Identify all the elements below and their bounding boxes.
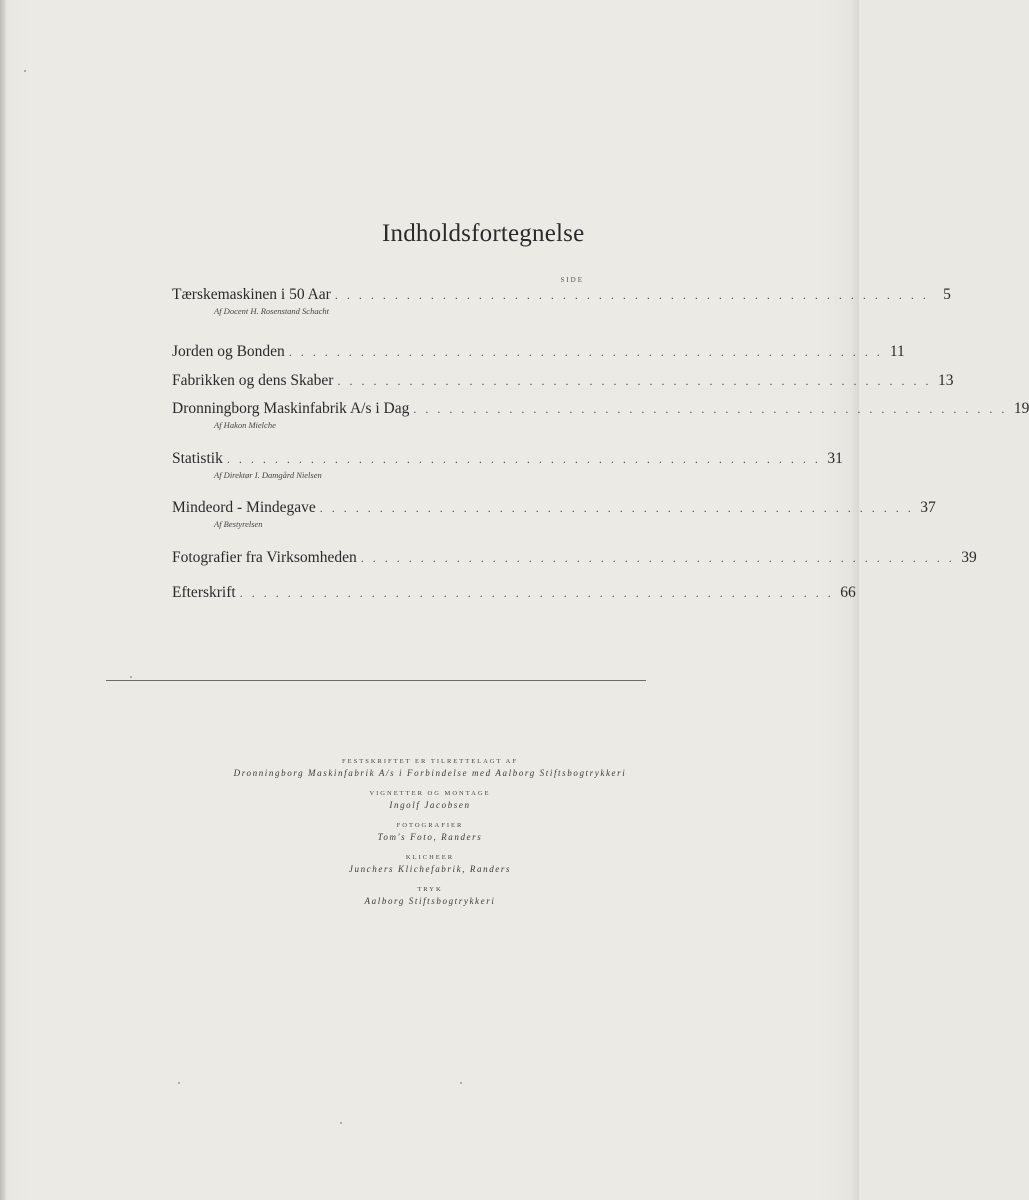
toc-entry (172, 549, 977, 567)
toc-page-number: 11 (889, 343, 905, 360)
toc-leader-dots: . . . . . . . . . . . . . . . . . . . . . . . . . . . . . . . . . . . . . . . . . . . . . . . . . . (413, 402, 1008, 416)
toc-title: Mindeord - Mindegave (172, 499, 316, 516)
toc-author: Af Bestyrelsen (214, 519, 263, 529)
credit-block (120, 790, 740, 810)
toc-page-number: 39 (961, 549, 977, 566)
toc-leader-dots: . . . . . . . . . . . . . . . . . . . . . . . . . . . . . . . . . . . . . . . . . . . . . . . . . . (288, 345, 883, 359)
toc-title: Tærskemaskinen i 50 Aar (172, 286, 331, 303)
toc-title: Fabrikken og dens Skaber (172, 372, 334, 389)
toc-entry (172, 450, 843, 480)
toc-title: Efterskrift (172, 584, 236, 601)
toc-page-number: 66 (840, 584, 856, 601)
credit-block (120, 758, 740, 778)
credit-block (120, 886, 740, 906)
toc-entry (172, 400, 1029, 430)
toc-leader-dots: . . . . . . . . . . . . . . . . . . . . . . . . . . . . . . . . . . . . . . . . . . . . . . . . . . (337, 374, 932, 388)
toc-page-number: 31 (827, 450, 843, 467)
credit-name: Aalborg Stiftsbogtrykkeri (364, 896, 496, 906)
toc-entry (172, 372, 954, 390)
credit-heading: FOTOGRAFIER (396, 822, 464, 829)
toc-page-number: 19 (1013, 400, 1029, 417)
toc-title: Dronningborg Maskinfabrik A/s i Dag (172, 400, 410, 417)
credit-heading: TRYK (417, 886, 443, 893)
page-binding-edge (0, 0, 6, 1200)
credit-name: Junchers Klichefabrik, Randers (348, 864, 512, 874)
toc-leader-dots: . . . . . . . . . . . . . . . . . . . . . . . . . . . . . . . . . . . . . . . . . . . . . . . . . . (360, 551, 955, 565)
page-column-label: SIDE (560, 276, 584, 284)
toc-entry (172, 286, 951, 316)
toc-entry (172, 499, 936, 529)
toc-title: Jorden og Bonden (172, 343, 285, 360)
credit-block (120, 854, 740, 874)
credit-heading: KLICHEER (405, 854, 455, 861)
toc-title: Statistik (172, 450, 223, 467)
credit-name: Dronningborg Maskinfabrik A/s i Forbindelse med Aalborg Stiftsbogtrykkeri (233, 768, 627, 778)
toc-author: Af Direktør I. Damgård Nielsen (214, 470, 322, 480)
toc-author: Af Hakon Mielche (214, 420, 276, 430)
credit-heading: VIGNETTER OG MONTAGE (369, 790, 491, 797)
toc-entry (172, 584, 856, 602)
toc-title: Fotografier fra Virksomheden (172, 549, 357, 566)
paper-speck (178, 1082, 180, 1084)
toc-page-number: 37 (920, 499, 936, 516)
horizontal-rule (106, 680, 646, 681)
credit-block (120, 822, 740, 842)
toc-entry (172, 343, 905, 361)
toc-page-number: 5 (943, 286, 951, 303)
credit-name: Tom's Foto, Randers (377, 832, 483, 842)
page-title: Indholdsfortegnelse (382, 220, 585, 247)
toc-leader-dots: . . . . . . . . . . . . . . . . . . . . . . . . . . . . . . . . . . . . . . . . . . . . . . . . . . (334, 288, 929, 302)
paper-speck (130, 676, 132, 678)
paper-speck (460, 1082, 462, 1084)
paper-speck (340, 1122, 342, 1124)
credit-name: Ingolf Jacobsen (389, 800, 471, 810)
toc-author: Af Docent H. Rosenstand Schacht (214, 306, 329, 316)
credit-heading: FESTSKRIFTET ER TILRETTELAGT AF (342, 758, 518, 765)
toc-page-number: 13 (937, 372, 954, 389)
colophon (120, 758, 740, 918)
toc-leader-dots: . . . . . . . . . . . . . . . . . . . . . . . . . . . . . . . . . . . . . . . . . . . . . . . . . . (226, 452, 821, 466)
toc-leader-dots: . . . . . . . . . . . . . . . . . . . . . . . . . . . . . . . . . . . . . . . . . . . . . . . . . . (239, 586, 834, 600)
toc-leader-dots: . . . . . . . . . . . . . . . . . . . . . . . . . . . . . . . . . . . . . . . . . . . . . . . . . . (319, 501, 914, 515)
paper-speck (24, 70, 26, 72)
